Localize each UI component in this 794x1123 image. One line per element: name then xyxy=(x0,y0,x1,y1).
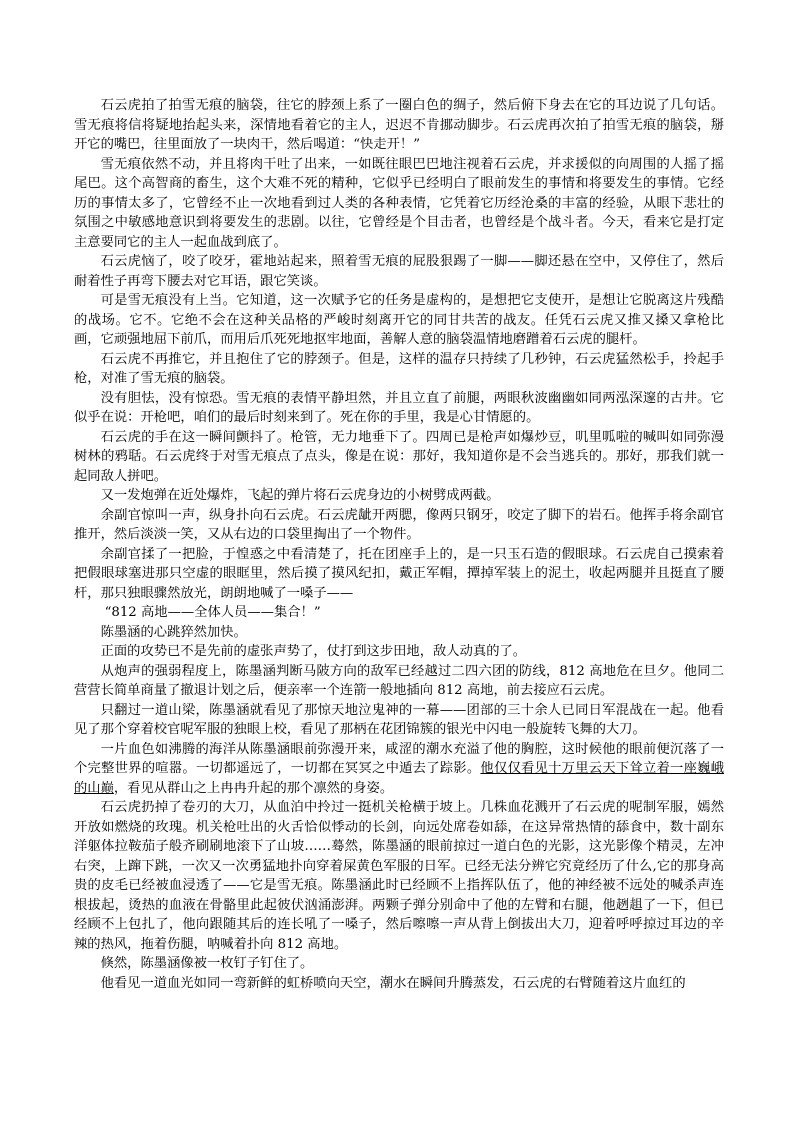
paragraph: 余副官惊叫一声，纵身扑向石云虎。石云虎龇开两腮，像两只钢牙，咬定了脚下的岩石。他挥手将余副官推开，然后淡淡一笑，又从右边的口袋里掏出了一个物件。 xyxy=(74,507,724,542)
quoted-command: “812 高地——全体人员——集合！” xyxy=(104,605,321,620)
paragraph: 余副官揉了一把脸，于惶惑之中看清楚了，托在团座手上的，是一只玉石造的假眼球。石云虎自己摸索着把假眼球塞进那只空虚的眼眶里，然后摸了摸风纪扣，戴正军帽，撢掉军装上的泥土，收起两腿并且挺直了腰杆，那只独眼骤然放光，朗朗地喊了一嗓子—— xyxy=(74,546,724,601)
paragraph: 只翻过一道山梁，陈墨涵就看见了那惊天地泣鬼神的一幕——团部的三十余人已同日军混战在一起。他看见了那个穿着校官呢军服的独眼上校，看见了那柄在花团锦簇的银光中闪电一般旋转飞舞的大刀。 xyxy=(74,702,724,737)
paragraph: 没有胆怯，没有惊恐。雪无痕的表情平静坦然，并且立直了前腿，两眼秋波幽幽如同两泓深邃的古井。它似乎在说：开枪吧，咱们的最后时刻来到了。死在你的手里，我是心甘情愿的。 xyxy=(74,390,724,425)
paragraph: 石云虎扔掉了卷刃的大刀，从血泊中拎过一挺机关枪横于坡上。几株血花溅开了石云虎的呢制军服，嫣然开放如燃烧的玫瑰。机关枪吐出的火舌恰似悸动的长剑，向远处席卷如舔，在这异常热情的舔食中，数十副东洋躯体拉鞍茄子般齐刷刷地滚下了山坡……蓦然，陈墨涵的眼前掠过一道白色的光影，这光影像个精灵，左冲右突，上蹿下跳，一次又一次勇猛地扑向穿着屎黄色军服的日军。已经无法分辨它究竟经历了什么,它的那身高贵的皮毛已经被血浸透了——它是雪无痕。陈墨涵此时已经顾不上指挥队伍了，他的神经被不远处的喊杀声连根拔起，烫热的血液在骨骼里此起彼伏汹涌澎湃。两颗子弹分别命中了他的左臂和右腿，他趔趄了一下，但已经顾不上包扎了，他向跟随其后的连长吼了一嗓子，然后嚓嚓一声从背上倒拔出大刀，迎着呼呼掠过耳边的辛辣的热风，拖着伤腿，呐喊着扑向 812 高地。 xyxy=(74,800,724,952)
paragraph: 石云虎不再推它，并且抱住了它的脖颈子。但是，这样的温存只持续了几秒钟，石云虎猛然松手，拎起手枪，对准了雪无痕的脑袋。 xyxy=(74,351,724,386)
paragraph-text: ，看见从群山之上冉冉升起的那个凛然的身姿。 xyxy=(113,780,394,796)
paragraph: 可是雪无痕没有上当。它知道，这一次赋予它的任务是虚构的，是想把它支使开，是想让它脱离这片残酷的战场。它不。它绝不会在这种关品格的严峻时刻离开它的同甘共苦的战友。任凭石云虎又推又搡又拿枪比画，它顽强地屈下前爪，而用后爪死死地抠牢地面，善解人意的脑袋温情地磨蹭着石云虎的腿杆。 xyxy=(74,293,724,347)
paragraph: 倏然，陈墨涵像被一枚钉子钉住了。 xyxy=(100,956,314,971)
paragraph: 雪无痕依然不动，并且将肉干吐了出来，一如既往眼巴巴地注视着石云虎，并求援似的向周围的人摇了摇尾巴。这个高智商的畜生，这个大难不死的精种，它似乎已经明白了眼前发生的事情和将要发生的事情。它经历的事情太多了，它曾经不止一次地看到过人类的各种表情，它凭着它历经沧桑的丰富的经验，从眼下悲壮的氛围之中敏感地意识到将要发生的悲剧。以往，它曾经是个目击者，也曾经是个战斗者。今天，看来它是打定主意要同它的主人一起血战到底了。 xyxy=(74,156,724,250)
paragraph: 正面的攻势已不是先前的虚张声势了，仗打到这步田地，敌人动真的了。 xyxy=(100,644,527,659)
paragraph: 他看见一道血光如同一弯新鲜的虹桥喷向天空，潮水在瞬间升腾蒸发，石云虎的右臂随着这片血红的 xyxy=(100,975,686,991)
underlined-sentence: 他仅仅看见十万里云天下耸立着一座巍峨的山巅 xyxy=(74,761,724,796)
paragraph xyxy=(74,740,724,799)
paragraph: 石云虎拍了拍雪无痕的脑袋，往它的脖颈上系了一圈白色的绸子，然后俯下身去在它的耳边说了几句话。雪无痕将信将疑地抬起头来，深情地看着它的主人，迟迟不肯挪动脚步。石云虎再次拍了拍雪无痕的脑袋，掰开它的嘴巴，往里面放了一块肉干，然后喝道：“快走开！” xyxy=(74,98,724,152)
paragraph: 陈墨涵的心跳猝然加快。 xyxy=(100,624,247,640)
paragraph: 石云虎恼了，咬了咬牙，霍地站起来，照着雪无痕的屁股狠踢了一脚——脚还悬在空中，又停住了，然后耐着性子再弯下腰去对它耳语，跟它笑谈。 xyxy=(74,254,724,289)
paragraph: 从炮声的强弱程度上，陈墨涵判断马陂方向的敌军已经越过二四六团的防线，812 高地危在旦夕。他同二营营长简单商量了撤退计划之后，便亲率一个连箭一般地插向 812 高地，前去接应石云虎。 xyxy=(74,663,724,698)
paragraph: 石云虎的手在这一瞬间颤抖了。枪管，无力地垂下了。四周已是枪声如爆炒豆，叽里呱啦的喊叫如同弥漫树林的鸦聒。石云虎终于对雪无痕点了点头，像是在说：那好，我知道你是不会当逃兵的。那好，那我们就一起同敌人拼吧。 xyxy=(74,429,724,484)
paragraph-text: 一片血色如沸腾的海洋从陈墨涵眼前弥漫开来，咸涩的潮水充溢了他的胸腔，这时候他的眼前便沉落了一个完整世界的喧嚣。一切都遥远了，一切都在冥冥之中遁去了踪影。 xyxy=(74,741,724,776)
document-page xyxy=(74,96,724,993)
paragraph: 又一发炮弹在近处爆炸，飞起的弹片将石云虎身边的小树劈成两截。 xyxy=(100,488,500,503)
